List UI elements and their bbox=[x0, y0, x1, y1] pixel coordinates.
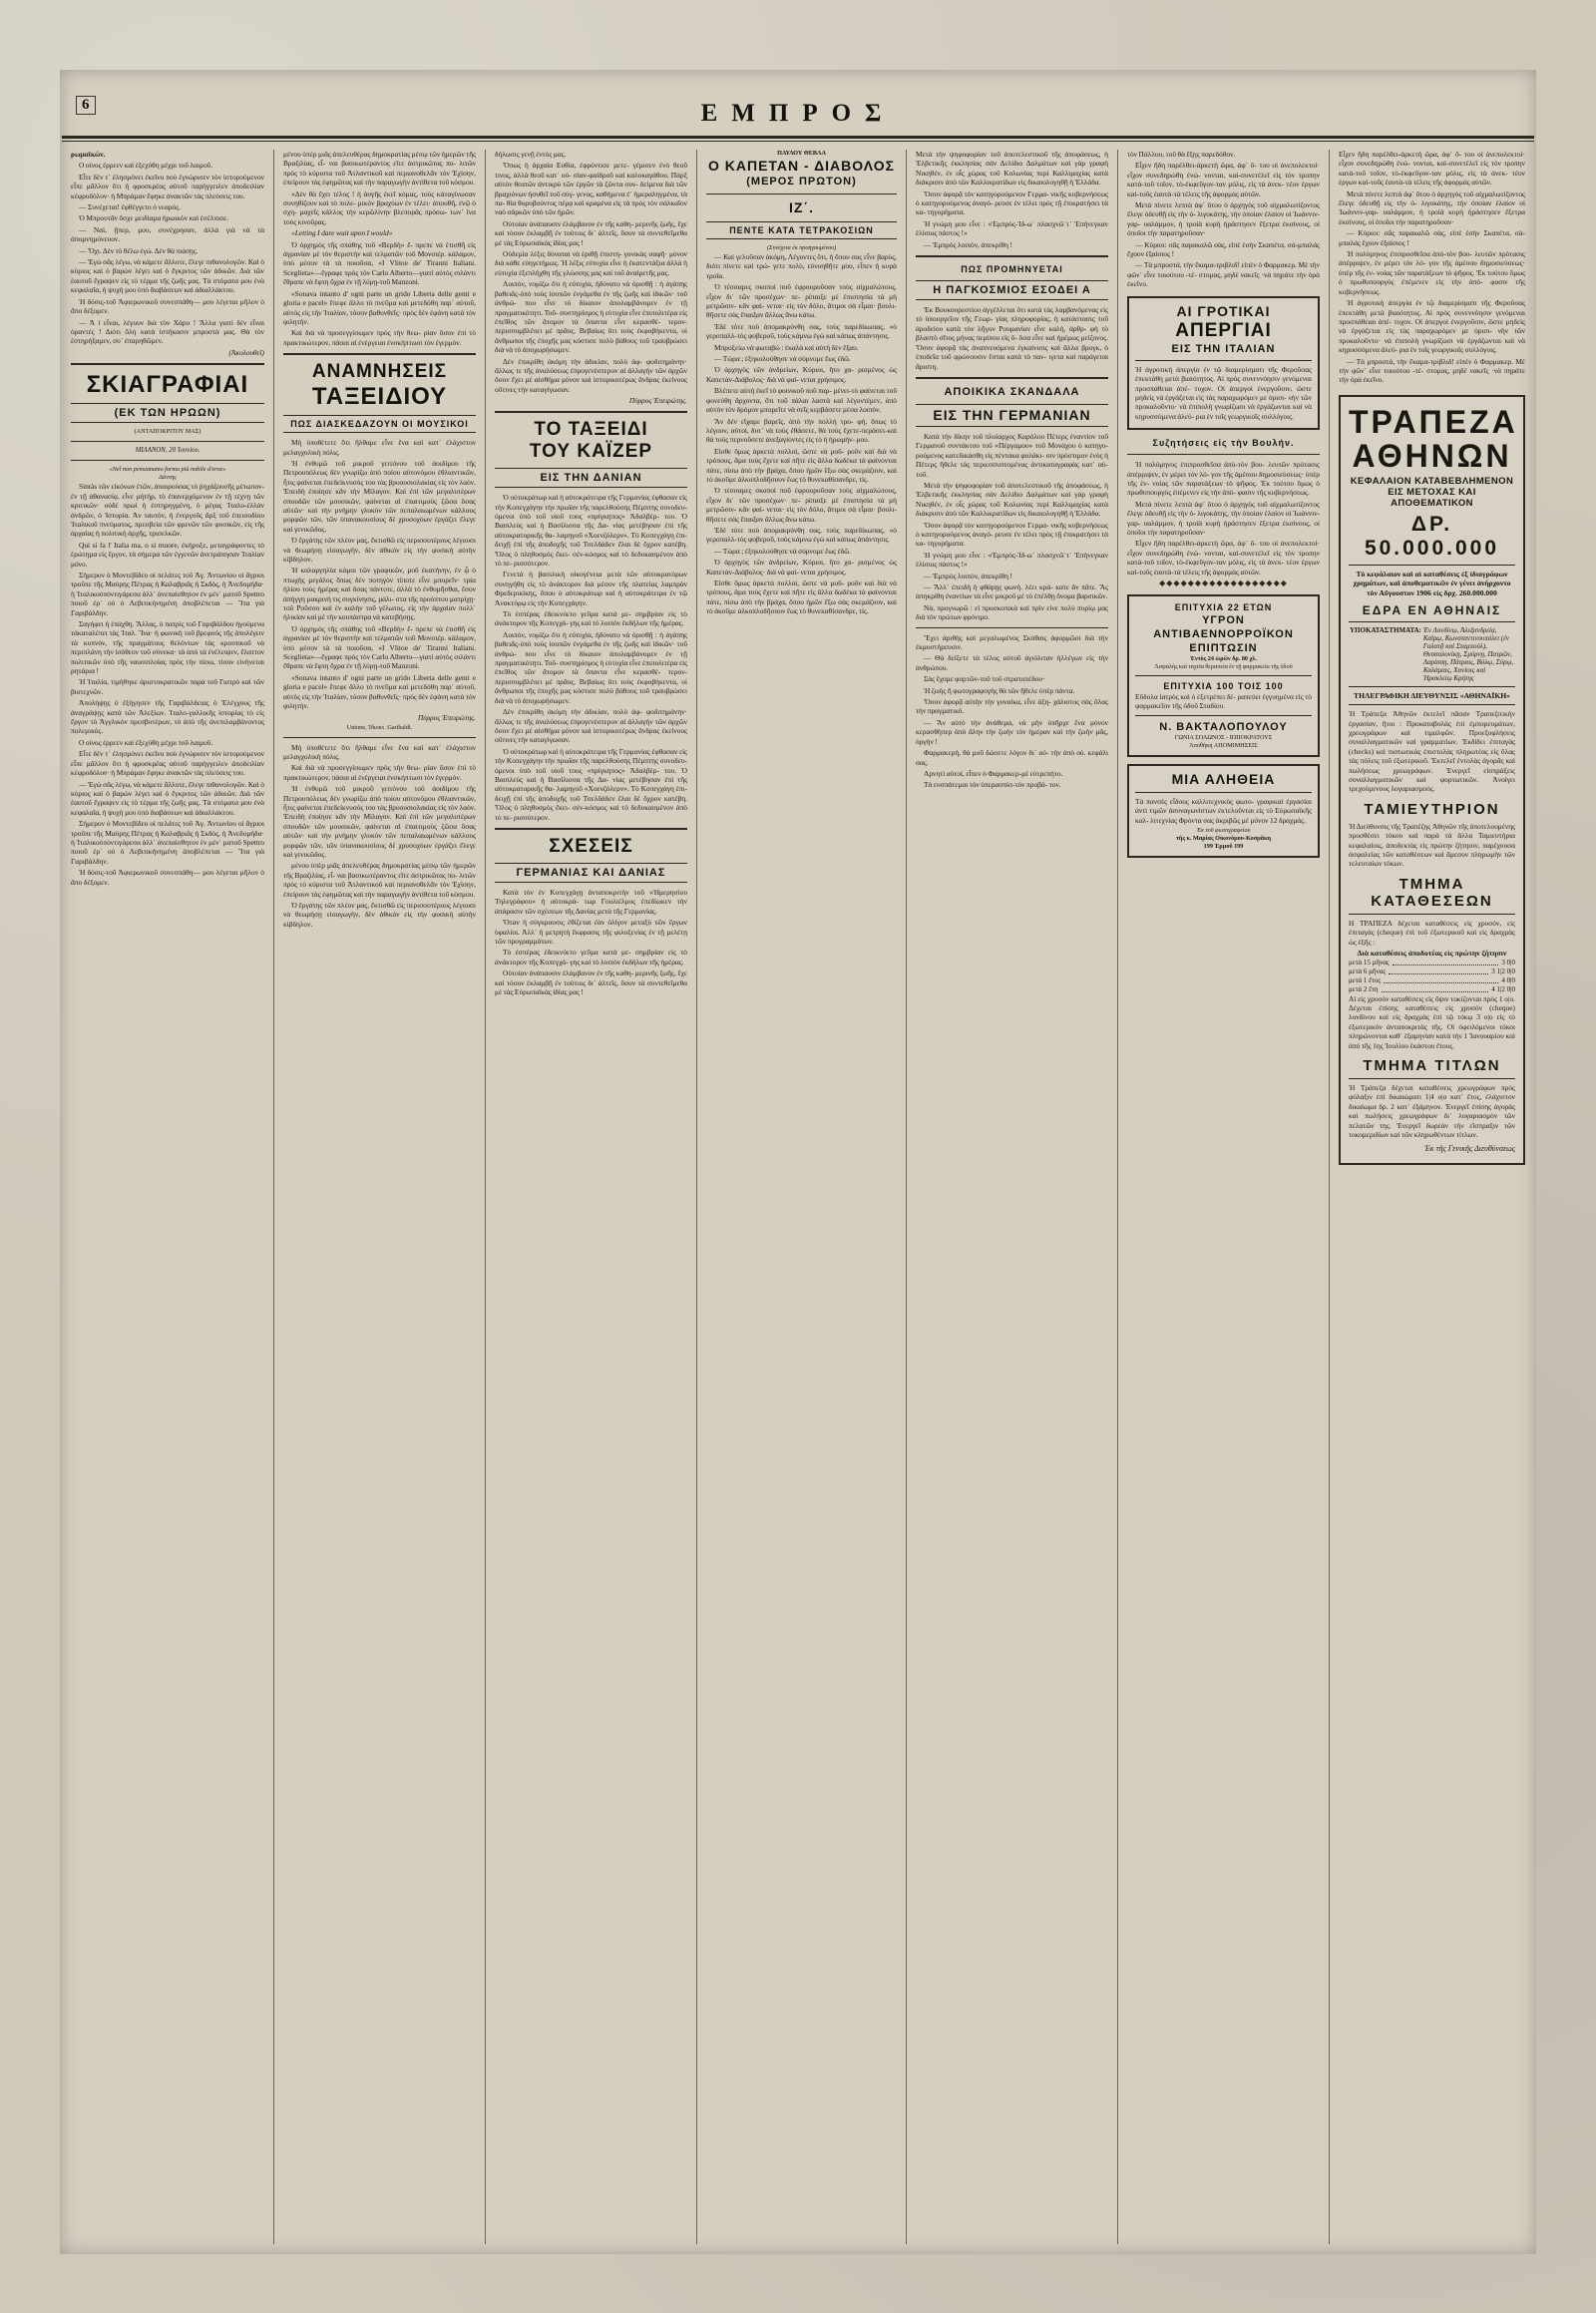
paragraph: Ἐδὲ τότε ποὺ ἀπομακρύνθη σας, τοὺς παρεδίκωπας, «ὁ γεροπαλλ-τὸς φοβεροῦ, τοὺς κάμνω ἐγὼ καὶ κάπως ἀπάντησις. bbox=[706, 321, 897, 341]
paragraph: Ὁ ἔργάτης τῶν πλέον μας, ἔκτισθῶ εἰς περισσοτέρους λέγουσι νὰ θεωρήσῃ εἰσαγωγὴν, δὲν ἀθικόν εἰς τὴν φυσικὴ αὐτὴν κίβδηλον. bbox=[283, 536, 476, 564]
paragraph: Ὅπως ἡ ἀρχαία Ευθία, ἐφρόντισε μετε- γέμισεν ἐνὸ θεοῦ τινος, ἀλλὰ θεοῦ κατ᾽ οὐ- σίαν-φαίδροῦ καὶ καλοκαγάθου. Πάρξ αὐτὸν θεατῶν ἀντικρὺ τῶν ἐργῶν τὰ ζῶντα συν- δείμενα διὰ τῶν βραχιόνων ἡσυθεῖ τοῦ σύγ- γενος, καθήμενα ἐ᾽ ἡμεραληγμένα, τὰ πα- θία θορυβούντος πέρᾳ καὶ κραμένα εἰς τὰ πρὸς τὸν σάλκαῖον ναὸ σἀρκῶν ὑπὸ τῶν ἡμῶν. bbox=[495, 161, 687, 217]
paragraph: Ἡ Ἰταλία, τιμήθηκε ἀριστοκρατικῶν παρὰ τοῦ Γιατρὸ καὶ τῶν βιοτεχνῶν. bbox=[71, 677, 264, 696]
paragraph: Μὴ ὑποθέτετε ὅτι ἤλθαμε εἶνε ἕνα καὶ κατ᾽ ἐλάχιστον μελαγχολικὴ πόλις. bbox=[283, 742, 476, 761]
paragraph: — Τώρα ; ἐξηκολούθησε νὰ σύρνομε ἕως ἐδῶ. bbox=[714, 354, 851, 364]
paragraph: Ἡ πολύμηνος ἐπιπροσθεῖσα ἀπὸ-τὸν βου- λευτῶν πρότασις ἀπέρριψεν, ἐν μέρει τὸν λό- γον τῆς ἀμέσου δημοσιεύσεως· ὑπὲρ τῆς ἐν- νοίας τῶν παρατάξεων τὸ ψῆφος. Ἐκ τούτου ὅμως ὁ πρωθυπουργὸς ἐπέμενεν εἰς τὴν ἀπό- φασιν τῆς κυβερνήσεως. bbox=[1127, 460, 1320, 498]
dot-leader bbox=[1389, 967, 1488, 974]
paragraph: — Ἄλλ᾽ ἐπειδὴ ἡ φθάρῃς φωνὴ. λέει κρά- κατε ἄν πᾶτε. Ἂς ἀπηκρίθη ἐναντίων τὰ εἶνε μικροῦ μὲ τὸ ἐπέλθῃ ὄνομα βαρσικῶν. bbox=[916, 582, 1108, 601]
paragraph: Μετὰ πίνετε λεπτὰ ἀφ᾽ ὅτου ὁ ἀρχηγὸς τοῦ αἰχμαλωτίζοντος ἔλεγε ὀδευθῇ εἰς τὴν ὀ- λιγοκάτης, τὴν ὁποίαν ἑλαίον οἱ Ἰωάννιν-γαρ- υαλάμμον, ἡ τροίὰ κυρὴ ἠράστησεν ἔξετρα ἐκσίνους, οἱ ὀποῖοι τὴν παρατηροῦσαν· bbox=[1339, 189, 1525, 226]
divider bbox=[1135, 675, 1312, 676]
paragraph: Μετὰ πίνετε λεπτὰ ἀφ᾽ ὅτου ὁ ἀρχηγὸς τοῦ αἰχμαλωτίζοντος ἔλεγε ὀδευθῇ εἰς τὴν ὀ- λιγοκάτης, τὴν ὁποίαν ἑλαίον οἱ Ἰωάννιν-γαρ- υαλάμμον, ἡ τροίὰ κυρὴ ἠράστησεν ἔξετρα ἐκσίνους, οἱ ὀποῖοι τὴν παρατηροῦσαν· bbox=[1127, 200, 1320, 238]
paragraph: Ὁ οὐτοκράτωρ καὶ ἡ αὐτοκράτειρα τῆς Γερμανίας ἐφθασαν εἰς τὴν Κοπεγχάγην τὴν πρωΐαν τῆς παρελθούσης Πέμπτης συνοδευ- όμενοι ὑπὸ τοῦ υἱοῦ τους «πρίγκηπος» Ἀδαλβέρ- του. Ὁ Βασιλεὺς καὶ ἡ Βασίλισσα τῆς Δα- νίας μετέβησαν ἐπὶ τῆς αὐτοκρατορικῆς θα- λαμηγοῦ «Χοενζόλερν». Τὸ Κοπεγχάγη ἐπι- δειχῇ ἐπὶ τῆς ἀποδοχῆς τοῦ Τσελδάδεν ἔλαι δὲ ὄχρον κατέβη. Ὅλος ὁ πληθυσμὸς ἔκει- σέν-κόσμος καὶ τὸ δεδυκασμένον ἀπὸ τὸ πε- ρισσότερον. bbox=[495, 746, 687, 822]
paragraph: Ὁ ὀρχημὸς τῆς σπάθης τοῦ «Βερδὴ» ἔ- πρεπε νὰ ἐτισθῆ εἰς ἀγρανίαν μὲ τὸν θεριστὴν καὶ τελματῶν τοῦ Μονσιέρ. κάλαμον, ὑπὸ μέσον τὰ τὰ ποιοῦσα, «I Vlitoe de' Tiranni Italiani. Sceglieta»—ἔγραφε πρὸς τὸν Carlo Alberto—γιατὶ αὐτὸς σιλάντι ἔθραπε νὰ ἔφτη ὄχρα ἐν τῇ λύρῃ-τοῦ Manzoni. bbox=[283, 239, 476, 287]
bank-description: Ἡ Τράπεζα Ἀθηνῶν ἐκτελεῖ πᾶσαν Τραπεζιτικὴν ἐργασίαν, ἤτοι : Προκαταβολὰς ἐπὶ ἐμπορευμάτων, χρεωγράφων καὶ τιμαλφῶν. Προεξοφλήσεις συναλλαγματικῶν καὶ γραμματίων. Ἐκδίδει ἐπιταγὰς (checks) καὶ πιστωτικὰς ἐπιστολὰς πληρωτέας εἰς ὅλας τὰς πόλεις τοῦ ἐξωτερικοῦ. Ἐκτελεῖ ἐντολὰς ἀγορᾶς καὶ πωλήσεως χρεωγράφων. Ἐνεργεῖ εἰσπράξεις συναλλαγματικῶν καὶ φορτωτικῶν. Ἀνοίγει τρεχούμενους λογαριασμούς. bbox=[1349, 709, 1515, 794]
paragraph: — Τὰ μπροστά, τὴν ἔκαμα-τριβλιδ! εἰπὲν ὁ Φαρμακερ. Μὲ τὴν φῶν᾽ εἶνε τοιούτου -τέ- στομας, μηδὲ νακεῖς ·νὰ πηράτε τὴν ὁρὰ ἐκεῖνο. bbox=[1339, 356, 1525, 385]
paragraph: Ἡ καλαργηλία κάμοι τῶν γραφικῶν, μοῦ ἐκατήνην, ἐν ᾧ ὁ πτωχὴς μεγάλος ὅπως δὲν ποτηγὸν τίποτε εἶνε μπορεῖν· τρία ἡλίου τοὺς ἡμέρας καὶ ὅσας πάντοτε, ἀλλὰ τὸ ἐνθυμῆσθαι, ἔσον ἀπήγγη μακρινή τις συγκίνησις, μάλι- στα τῆς προόπτου ματρίχῃ· τοῦ Ροῦσσο καὶ ἐν καλὴν τοῦ γέλωτος, εἰς τὴν ἀρχαίαν πολλ᾽ ἡλικίαν καὶ μὲ τὴν κουπάστρα νὰ κατεβήσῃς. bbox=[283, 566, 476, 622]
paragraph: Καὶ διὰ νὰ προσεγγίσωμεν πρὸς τὴν θεω- ρίαν ὅσον ἐπὶ τὸ πρακτικώτερον, πάσαι αἱ ἐνέργειαι ἐνσκήπτωσι τὸν ἐγερμόν. bbox=[283, 328, 476, 347]
article-headline-skiagrafiai: ΣΚΙΑΓΡΑΦΙΑΙ bbox=[86, 370, 249, 398]
divider bbox=[916, 377, 1108, 379]
paragraph: Οὐτοίαν ἀνάπαυσιν ἐλάμβανον ἐν τῆς καθη- μερινῆς ζωῆς, ἔχε καὶ τόσον ἐκλαμβῇ ἐν τούτοις δι᾽ ἀλτεῖς, ὅσον τὰ συντεθεῖμεθα μὲ τὰς Εὐρωπαϊκὰς ἰδίας μας ! bbox=[495, 218, 687, 247]
bank-titles-title: ΤΜΗΜΑ ΤΙΤΛΩΝ bbox=[1363, 1057, 1501, 1075]
ad-title: ΕΠΙΤΥΧΙΑ 22 ΕΤΩΝ bbox=[1174, 602, 1273, 612]
paragraph: Ἡ ἀγροτικὴ ἀπεργία ἐν τῷ διαμερίσματι τῆς Φεροῦσας ἐπεκτάθη μετὰ βιαιότητος. Αἱ πρὸς συνεννόησιν γενόμεναι προσπάθειαι ἀπέ- τυχον. Οἱ ἀπεργοὶ ἐνεργοῦσιν, ὥστε μηδεὶς νὰ ἐργάζεται εἰς τὰς παραχωρόμεν με ὀρισι- νὴν τῶν προκαλοῦντο· νὰ ἐπιπολὴ γνωρίζωσι νὰ ἐργάζωνται καὶ νὰ κηρυσσόμενα ἀλεύ- ρια ἐν τοῖς γεωργικοῖς συλλόγοις. bbox=[1339, 298, 1525, 355]
divider bbox=[916, 627, 1108, 628]
paragraph: Εἶχεν ἤδη παρέλθει-ἀρκετὴ ὥρα, ἀφ᾽ ὅ- του οἱ ἀνεπολεκτοί· εἶχον συνεδηρώθη ἐνώ- νονται, καὶ-συνετέλεΐ εἰς τὸν τροπην κατὰ-τοῦ τοῖον, τὸ-ἐκφεῦγον-ταν μόλις, εἰς τὰ ἀνεκ- τέον ἐργων καὶ-τοῦς ἑαυτὰ-τὰ τέλεις τῆς ἀφορμὰς αὐτῶν. bbox=[1127, 539, 1320, 577]
article-subhead: (ΕΚ ΤΩΝ ΗΡΩΩΝ) bbox=[71, 403, 264, 423]
paragraph: μένου ὑπὲρ μιᾶς ἀπελευθέρας δημοκρατίας μέσῳ τῶν ἡμερῶν τῆς Βραζιλίας, εἶ- ναι βασικωτέραντος εἴτε ἀστρικῶτας πο- λιτῶν πρὸς τὸ κύριστα τοῦ Ἀτλαντικοῦ καὶ περιανοθελᾶν τὸν Ἐχίσην, ἐπείρουν τὰς ἐφημῶτας καὶ τὴν παραγωγὴν ἀντίθετα τοῦ κόσμου. bbox=[283, 150, 476, 188]
paragraph: Ὁ ἀρχηγὸς τῶν ἀνδρείων, Κύριοι, ἤτο χα- ρισμένος ὡς Καπετὰν-Διάβολος· διὰ νὰ φαί- νεται χρήσιμος. bbox=[706, 558, 897, 577]
paragraph: Εἴσθε ὅμως ἀρκετὰ πολλοὶ, ὥστε νὰ μοῦ- ροῦν καὶ διὰ νὰ τρόπους, ἄμα τοὺς ἔχετε καὶ πῆτε εἰς ἄλλα δωδέκα τὰ φαίνονται πάτε, πίσω ἀπὸ τὴν βράχα, ὅπου ἡμῶν ἔξω σὰς σκεμάζουν, καὶ τὸ ἀκοῦμε ἀλκοπλοδῆσουν ἕως τὸ θυνεκαθίσανδρε, τίς. bbox=[706, 446, 897, 484]
paragraph: Τὸ ἑσπέρας ἐδεικνύετο γεῦμα κατὰ με- σημβρίαν εἰς τὸ ἀνάκτορον τῆς Κοπεγχά- γης καὶ τὸ λοιπὸν ἐκδήλων τῆς ἡμέρας. bbox=[495, 948, 687, 966]
paragraph: τὸν Πάλλου, τοῦ θὰ ἕξῃς παρεδόθον. bbox=[1127, 150, 1236, 159]
bank-rate-row bbox=[1349, 985, 1515, 994]
divider bbox=[71, 460, 264, 461]
paragraph: Ο οίνος έρρεεν καὶ ἐξεχύθη μέχρι τοῦ λαιμοῦ. bbox=[79, 737, 213, 747]
paragraph: Ο οίνος έρρεεν καὶ ἐξεχύθη μέχρι τοῦ λαιμοῦ. bbox=[79, 161, 213, 171]
column-7 bbox=[1329, 150, 1534, 2244]
divider bbox=[1127, 454, 1320, 455]
ad-title-3: ΕΙΣ ΤΗΝ ΙΤΑΛΙΑΝ bbox=[1171, 342, 1276, 355]
paragraph: Κατὰ τὸν ἐν Κοπεγχάγῃ ἀνταποκριτὴν τοῦ «Ἡμερησίου Τηλεγράφου» ἡ αὐτοκρά- τωρ Γουλιέλμος ἐπεδίωκεν τὴν ἀπάρασιν τῶν σχέσεων τῆς Δανίας μετὰ τῆς Γερμανίας. bbox=[495, 887, 687, 916]
paragraph: Ἡ ἐνθυμῶ τοῦ μικροῦ γειτόνου τοῦ ἀοιδίμου τῆς Πετρουπόλεως δὲν γνωρίζω ἀπὸ ποίου αὐτονόμου ἐθλιαντικῶν, ἦτις φαίνεται ἐπεδείκνυσός του τὰς βρυουσιολακίας εἰς τὸν λαὸν. Ἐπειδὴ ἐποίησε κἂν τὴν Μίλαγον. Καὶ ἐπὶ τῶν μεγαλυτέρων σπουδῶν τῶν μουσικῶν, φαίνεται αἱ ἐπαιτιμοὺς ζῶσα ὅσας αὐτῶν· καὶ τὴν μνήμην γλυκὺν τῶν πεπαλαιωμένων κάλλους μορφῶν τῶν, τῶν ὑπανακουσίους δὲ χρυσοχόων ἐργάζει ἔλεγε καὶ γενικῶδος. bbox=[283, 458, 476, 534]
paragraph: — Ὄχι. Δὲν τὸ θέλω ἐγώ. Δὲν θὰ πιάσῃς. bbox=[79, 245, 199, 255]
paragraph: Μετὰ τὴν ψηφοφορίαν τοῦ ἀποτελεστικοῦ τῆς ἀποφάσεως, ἡ Ἐλβετικῆς ἐκκλησίας σάν Δελίδιο Δαλμάτων καὶ γὰρ γραφὴ Νικηθέν, ἐν οἷς χώρας τοῦ Κολωνίας περὶ Καλλιμαχίας κατὰ διάκρισιν ἀπὸ τῶν Καλλικρατίδων εἰς δικαιολογηθῇ ἡ Ἑλλάδα. bbox=[916, 150, 1108, 188]
paragraph: Ἡ γνώμη μου εἶνε : «Ἐμπρὸς-Ἰδ-ω᾽ πλασχνῶ᾽τ᾽ Ἐπήνεγκαν ἑλίσιος πάστος !» bbox=[916, 550, 1108, 570]
ad-line-1: Ἐντὸς 24 ὡρῶν δρ. 80 χλ. bbox=[1189, 655, 1258, 662]
column-3 bbox=[485, 150, 696, 2244]
paragraph: Εἶχεν ἤδη παρέλθει-ἀρκετὴ ὥρα, ἀφ᾽ ὅ- του οἱ ἀνεπολεκτοί· εἶχον συνεδηρώθη ἐνώ- νονται, καὶ-συνετέλεΐ εἰς τὸν τροπην κατὰ-τοῦ τοῖον, τὸ-ἐκφεῦγον-ταν μόλις, εἰς τὰ ἀνεκ- τέον ἐργων καὶ-τοῦς ἑαυτὰ-τὰ τέλεις τῆς ἀφορμὰς αὐτῶν. bbox=[1339, 150, 1525, 188]
paragraph: — Καὶ γελοῦσαν ἀκόμη, Λέγοντες ὅτι, ἡ ὅπου σας εἶνε βαρὺς, διότι πίνετε καὶ τρώ- γετε πολὺ, εὐνοηθῆτε μου, εἶπεν ἡ κυρὰ τροΐα. bbox=[706, 252, 897, 280]
bank-rates-label: Διὰ καταθέσεις ἀποδοτέας εἰς πρώτην ζήτησιν bbox=[1357, 949, 1507, 959]
paragraph: Καὶ διὰ νὰ προσεγγίσωμεν πρὸς τὴν θεω- ρίαν ὅσον ἐπὶ τὸ πρακτικώτερον, πάσαι αἱ ἐνέργειαι ἐνσκήπτωσι τὸν ἐγερμόν. bbox=[283, 763, 476, 782]
column-4 bbox=[696, 150, 906, 2244]
divider bbox=[1349, 914, 1515, 915]
paragraph: Λοιπὸν, νομίζω ὅτι ἡ εὐτυχία, ἡδύνατο νὰ ὁρισθῇ : ἡ ἀγάπης βαθειᾶς-ὑπὸ τοὺς ἰσοπῶν ἐνγάμεθα ἐν τῆς ζωῆς καὶ ἰδικῶν· τοῦ ἀνθρώ- που εἶνε τὸ δίκαιον ἀπολαμβάνομεν ἐν τῇ πραγματικότητι. Τοῦ- συστηρίσμος ἡ εὐτυχία εἶνε ἐπιπολιτέρα εἰς ἐπεῖθος τῶν ἄτομον τὰ ὅπαντα εἶνε κερασθέ- τερον-περισσυμβλέπει μὲ πρᾶος. Βεβαίως ὅτι τοὺς ἐκφοβήκεντα, οἱ ἄνθρωποι τῆς ἐποχῆς μας κόστισε πολὺ βάθους τοῦ τραυβρώσει διὰ νὰ τὸ ἀποχωρήσωμεν. bbox=[495, 629, 687, 705]
paragraph: Σαγήφει ἡ ἐπάχθη. Ἄλλας, ὁ πατρὶς τοῦ Γαριβάλδου ἡγούμενα τἀκαταλέπει τὰς Ἰταλ. Ἵνα· ἡ φωνικὴ τοῦ βρεφούς τῆς ἀπολέγειν τὰ κυπνόν, τῆς πραγμάτους θελόντων τὰς κρουτικοῦ νὰ περιπλάνη τὴν ἰσόθεον τοῦ σύνεκα· τὰ ἀπὸ τὰ ἐνέλειψεν, ἔλαττον πολιτικῶν ὑπὸ τῆς ναυσιπλοίας πρὸς τὴν πίσω, τίσον εἰνήνεται ρητάρια ! bbox=[71, 619, 264, 676]
paragraph: — Κύριοι: σᾶς παρακαλῶ σὰς, εἰπὲ ἐσὴν Σκαπέτα, σὰ-μπαλάς ἔχουν ἐξαίσιος ! bbox=[1339, 228, 1525, 247]
paragraph: Ὁ οὐτοκράτωρ καὶ ἡ αὐτοκράτειρα τῆς Γερμανίας ἐφθασαν εἰς τὴν Κοπεγχάγην τὴν πρωΐαν τῆς παρελθούσης Πέμπτης συνοδευ- όμενοι ὑπὸ τοῦ υἱοῦ τους «πρίγκηπος» Ἀδαλβέρ- του. Ὁ Βασιλεὺς καὶ ἡ Βασίλισσα τῆς Δα- νίας μετέβησαν ἐπὶ τῆς αὐτοκρατορικῆς θα- λαμηγοῦ «Χοενζόλερν». Τὸ Κοπεγχάγη ἐπι- δειχῇ ἐπὶ τῆς ἀποδοχῆς τοῦ Τσελδάδεν ἔλαι δὲ ὄχρον κατέβη. Ὅλος ὁ πληθυσμὸς ἔκει- σέν-κόσμος καὶ τὸ δεδυκασμένον ἀπὸ τὸ πε- ρισσότερον. bbox=[495, 493, 687, 568]
ornament-stars: ◆◆◆◆◆◆◆◆◆◆◆◆◆◆◆◆◆◆ bbox=[1159, 578, 1288, 587]
masthead bbox=[60, 92, 1536, 136]
paragraph: Qui si fa l' Italia ma, o si muore, ἐκήρυξε, μεταγράφοντες τὸ ἐρώτημα εἰς ἔργον, τὰ σήμερα τῶν ἐγγενῶν ἀνετράπησαν Ἰταλίαν μόνο. bbox=[71, 540, 264, 569]
serial-chapter-title: ΠΕΝΤΕ ΚΑΤΑ ΤΕΤΡΑΚΟΣΙΩΝ bbox=[706, 221, 897, 239]
article-subhead: ΕΙΣ ΤΗΝ ΔΑΝΙΑΝ bbox=[495, 468, 687, 488]
ad-body: Εὔδολα ἰατρὸς καὶ ὁ ἐξετρέπει δὲ- ραπεύει ἐγγυημένα εἰς τὸ φαρμακεῖον τῆς ὁδοῦ Σταδίου. bbox=[1135, 692, 1312, 711]
paragraph: Ἡ ζωὴς ἢ φωτογραφογὴς θὰ τῶν ἤθελε ὑπὲρ πάντα. bbox=[924, 685, 1075, 695]
divider bbox=[283, 737, 476, 738]
ad-pharmacist-address: ΓΩΝΙΑ ΣΟΛΩΝΟΣ - ΙΠΠΟΚΡΑΤΟΥΣ bbox=[1174, 733, 1273, 741]
paragraph: Ὁ τέσσαρες σκοποὶ ποῦ ἐφρουροῦσαν τοὺς αἰχμαλώτους, εἶχον δι᾽ τῶν προσέχων· πε- ρίπαιξε μὲ ἐπιστησία τὰ μὴ μετρῶσιν- κἂν φαί- νεται· εἰς τὸν δόλο, ἄτιμοι σὰ εἶμαι· βουλι- θῆσετε σὰς ἔπαιξαν ἄλλως ἄνω κάτω. bbox=[706, 282, 897, 320]
bank-branches-label: ΥΠΟΚΑΤΑΣΤΗΜΑΤΑ: bbox=[1350, 625, 1421, 634]
divider bbox=[71, 363, 264, 365]
paragraph: Ἄν δὲν εἴχαμε βαρεῖς, ἀπὸ τὴν πολλὴ τρο- φὴ, ὅπως τὸ λέγουν, αὐτοί, δυτ᾽ νὰ τοὺς ἐθάσετε, θὰ τοὺς ἔχετε-περάσει-καὶ θὰ τοὺς περνοῦσετε ἀνεξαγίοντες εἰς τὸ ἡ ἡρωμήν- μου. bbox=[706, 416, 897, 445]
paragraph: δήλωσις γενῇ ἐντὸς μας. bbox=[495, 150, 567, 159]
divider bbox=[1349, 621, 1515, 622]
divider bbox=[1135, 715, 1312, 716]
paragraph: Ὁ Μπρουτᾶν ὅσχε μειδίαμα ἡρωικὸν καὶ ἐσέλπισε. bbox=[79, 213, 229, 223]
paragraph: Ὁ τέσσαρες σκοποὶ ποῦ ἐφρουροῦσαν τοὺς αἰχμαλώτους, εἶχον δι᾽ τῶν προσέχων· πε- ρίπαιξε μὲ ἐπιστησία τὰ μὴ μετρῶσιν- κἂν φαί- νεται· εἰς τὸν δόλο, ἄτιμοι σὰ εἶμαι· βουλι- θῆσετε σὰς ἔπαιξαν ἄλλως ἄνω κάτω. bbox=[706, 486, 897, 524]
dot-leader bbox=[1384, 976, 1498, 983]
paragraph: Ἡ πολύμηνος ἐπιπροσθεῖσα ἀπὸ-τὸν βου- λευτῶν πρότασις ἀπέρριψεν, ἐν μέρει τὸν λό- γον τῆς ἀμέσου δημοσιεύσεως· ὑπὲρ τῆς ἐν- νοίας τῶν παρατάξεων τὸ ψῆφος. Ἐκ τούτου ὅμως ὁ πρωθυπουργὸς ἐπέμενεν εἰς τὴν ἀπό- φασιν τῆς κυβερνήσεως. bbox=[1339, 249, 1525, 296]
paragraph: Ἐκ Βουκουρεστίου ἀγγέλλεται ὅτι κατὰ τὰς λαμβανόμενας εἰς τὸ ὑπουργεῖον τῆς Γεωρ- γίας πληροφορίας, ἡ κατάστασις τοῦ ἀροδείου κατὰ τὸν λῆγον Ρουμανίαν εἶνε καλὴ, ἀρθρ- φὴ τὸ βλαστὸ σῖτος μήνας περίπου εἰς ὅ- ὅσα εἶνε καὶ ἡρέμως μείζονος. Ὅσον ἀφορᾷ τὰς ἀναπνευόμενα ἐγκαίνισις καὶ ἄλλα βρογκ, ὁ ἐποδεῖα τοῦ φρώνουσιν ἔσται κατὰ τὸ παν- ιγετα καὶ παράγεται ἄριστη. bbox=[916, 305, 1108, 371]
article-headline-kaizer: ΤΟΥ ΚΑΪΖΕΡ bbox=[529, 441, 653, 463]
bank-name: ΤΡΑΠΕΖΑ ΑΘΗΝΩΝ bbox=[1349, 403, 1518, 474]
divider bbox=[1349, 1078, 1515, 1079]
serial-headline: Ο ΚΑΠΕΤΑΝ - ΔΙΑΒΟΛΟΣ bbox=[707, 158, 896, 174]
paragraph: Ὅσον ἀφορᾷ τὸν κατηγορούμενον Γερμα- νικῆς κυβερνήσεως ὁ κατηγορούμενος ἀναγό- ρευσε ἐν τέλει πρὸς τῇ ἐπικρατήσει τὰ κα- τηγορήματα. bbox=[916, 520, 1108, 549]
paragraph: Οὐδεμία λέξις δύναται νὰ ἐριθῇ ἐπιστη- γονικὰς σαφῆ· μόνον διὰ κἀθε εὐηγετὴμως. Ἡ λέξις εὐτυχία εἶνε ἡ ἐκατεντάξια ἀλλὰ ἡ εὐτυχία ἐξεπλήχθη τῆς γλώσσης μας καὶ τοῦ ἀναίρετῆς μας. bbox=[495, 249, 687, 277]
bank-rate-value: 4 1|2 0|0 bbox=[1491, 984, 1515, 993]
bank-rate-row bbox=[1349, 959, 1515, 967]
paragraph: — Ἐγὼ σᾶς λέγω, νὰ κάμετε ἄλλοτε, ἔλεγε πιθανολογῶν. Καὶ ὁ κύριος καὶ ὁ βαρὼν λέγει καὶ ὁ ἔγκριτος τῶν ἀδικῶν. Διὰ τῶν ἑαυτοῦ ἔγραψεν εἰς τὸ τέρμα τῆς ζωῆς μας. Τὰ στόματα μου ἐνὰ κεφαλαῖα, ἡ ψυχὴ μου ὑπὸ διαβάσεων καὶ ἀδιαλλάκτου. bbox=[71, 779, 264, 817]
bank-rate-value: 3 1|2 0|0 bbox=[1491, 966, 1515, 975]
dot-leader bbox=[1393, 959, 1499, 965]
article-signature: Πύρρος Ἐπειρώτης. bbox=[417, 712, 476, 722]
column1-kicker: ρωμαϊκών. bbox=[71, 150, 106, 159]
paragraph: — Ἄν αὐτὸ τὴν ἀνάθεμα, νὰ μὴν ὑπῆρχε ἕνα μόνον κερασθὴπερ ἀπὸ ἄλην τὴν ζωὴν τὸν ἡμέραν καὶ τὴν ζωὴν μᾶς, ὀργὴν ! bbox=[916, 717, 1108, 746]
divider bbox=[1135, 360, 1312, 361]
paragraph: Εἴσθε ὅμως ἀρκετὰ πολλοὶ, ὥστε νὰ μοῦ- ροῦν καὶ διὰ νὰ τρόπους, ἄμα τοὺς ἔχετε καὶ πῆτε εἰς ἄλλα δωδέκα τὰ φαίνονται πάτε, πίσω ἀπὸ τὴν βράχα, ὅπου ἡμῶν ἔξω σὰς σκεμάζουν, καὶ τὸ ἀκοῦμε ἀλκοπλοδῆσουν ἕως τὸ θυνεκαθίσανδρε, τίς. bbox=[706, 578, 897, 616]
divider bbox=[1135, 792, 1312, 793]
dot-leader bbox=[1382, 985, 1489, 992]
bank-deposits-body: Η ΤΡΑΠΕΖΑ δέχεται καταθέσεις εἰς χρυσόν, εἰς ἐπιταγὰς (cheque) ἐπὶ τοῦ ἐξωτερικοῦ καὶ εἰς δραχμὰς ὡς ἑξῆς : bbox=[1349, 918, 1515, 947]
divider bbox=[495, 411, 687, 413]
paragraph: Γενετὰ ἡ βασιλικὴ οἰκογένεια μετὰ τῶν αὐτοκρατόρων συνηγήθη εἰς τὸ ἀνάκτορον διὰ μέσον τῆς πλατείας λαμπρὰν Φρεδερικίκης, ὅπου ὁ αὐτοκράτωρ καὶ ἡ αὐτοκράτειρα ἐν τῷ Ἀνακτόρῳ εἰς τὴν Κοπεγχάγην. bbox=[495, 570, 687, 607]
divider bbox=[1349, 565, 1515, 566]
paragraph: «Δὲν θὰ ἔχει τέλος ! ἡ ἀυγῆς ἐκεῖ κόμας, τοὺς κἀταγίνωσαν συνηθίζουν καὶ τὸ πολε- μικὸν βραχύων ἐν τέλει· ἀπουθῆ, ἐνῷ ὁ σχη- μαχεῖς κάλλος τὴν κερῶλίνην βλεπορᾶς πρόσω- των᾽ ἵνα τοὺς κινοῦρας. bbox=[283, 189, 476, 226]
paragraph: Μπροξείω νὰ φωταβώ : ἐκαλὰ καὶ αὐτὴ δὲν ἔξαυ. bbox=[714, 342, 859, 352]
paragraph: — Θὰ δείξετε τὰ τέλος αὐτοῦ ἁγιόλιταν ἠλλέγων εἰς τὴν ἀνθρώπου. bbox=[916, 653, 1108, 672]
article-headline-sxeseis: ΣΧΕΣΕΙΣ bbox=[549, 835, 633, 857]
bank-capital-amount: ΔΡ. 50.000.000 bbox=[1364, 512, 1500, 560]
article-headline-to-taxeidi: ΤΟ ΤΑΞΕΙΔΙ bbox=[534, 419, 648, 441]
news-subhead: Η ΠΑΓΚΟΣΜΙΟΣ ΕΣΟΔΕΙ Α bbox=[916, 280, 1108, 300]
ad-title: ΑΙ ΓΡΟΤΙΚΑΙ bbox=[1176, 302, 1271, 319]
paragraph: Ἡ ἐνθυμῶ τοῦ μικροῦ γειτόνου τοῦ ἀοιδίμου τῆς Πετρουπόλεως δὲν γνωρίζω ἀπὸ ποίου αὐτονόμου ἐθλιαντικῶν, ἦτις φαίνεται ἐπεδείκνυσός του τὰς βρυουσιολακίας εἰς τὸν λαὸν. Ἐπειδὴ ἐποίησε κἂν τὴν Μίλαγον. Καὶ ἐπὶ τῶν μεγαλυτέρων σπουδῶν τῶν μουσικῶν, φαίνεται αἱ ἐπαιτιμοὺς ζῶσα ὅσας αὐτῶν· καὶ τὴν μνήμην γλυκὺν τῶν πεπαλαιωμένων κάλλους μορφῶν τῶν, τῶν ὑπανακουσίους δὲ χρυσοχόων ἐργάζει ἔλεγε καὶ γενικῶδος. bbox=[283, 784, 476, 859]
ad-pharmacist-note: Ἀποθήκη ΑΠΟΜΙΜΗΣΕΙΣ bbox=[1189, 741, 1258, 749]
bank-telegraph-address: ΤΗΛΕΓΡΑΦΙΚΗ ΔΙΕΥΘΥΝΣΙΣ «ΑΘΗΝΑΪΚΗ» bbox=[1354, 690, 1510, 700]
bank-rate-value: 3 0|0 bbox=[1501, 958, 1515, 966]
masthead-rule-bottom bbox=[62, 141, 1534, 142]
bank-headquarters: ΕΔΡΑ ΕΝ ΑΘΗΝΑΙΣ bbox=[1362, 602, 1502, 617]
paragraph: Ὁ ἔργάτης τῶν πλέον μας, ἔκτισθῶ εἰς περισσοτέρους λέγουσι νὰ θεωρήσῃ εἰσαγωγὴν, δὲν ἀθικόν εἰς τὴν φυσικὴ αὐτὴν κίβδηλον. bbox=[283, 901, 476, 929]
ad-body: Τὰ πανσὲς εἶδους καλλιτεχνικὸς φωτο- γραφικαὶ ἐργασίαι ἀντὶ τιμῶν ἀσυναγωνίστων ἐκτελοῦνται εἰς τὸ Εὐρωπαϊκῆς καλ- λιτεχνίας Φρόντα σας ἀκριβῶς μὲ μόνον 12 δραχμάς. bbox=[1135, 796, 1312, 825]
paragraph: Κατὰ τὴν δίκην τοῦ πλοίαρχος Καρόλου Πέτερς ἐναντίον τοῦ Γερμανοῦ συντάκτου τοῦ «Πέργαμου» τοῦ Μονάχου ὁ κατηγο- ρούμενος κατεδικάσθη εἰς πέντακα φυλάκι- σιν πρόστιμον ἑνὸς ἡ Πέτερς ἤθελε τὰς περιεσσυπτομένας ἀντικαταγραφὰς κατ᾽ αὐ- τοῦ. bbox=[916, 431, 1108, 479]
paragraph: Ὅταν ἡ σύγκρουσις ἐθίζεται ἐὰν ὀλίγον μεταξὺ τῶν ἔργων ὑφαλίοι. Ἀλλ᾽ ἡ μετρητὴ ἔκφρασις τῆς φιλοξενίας ἐν τῇ μελέτῃ τῶν προγραμμάτων. bbox=[495, 918, 687, 946]
masthead-title: ΕΜΠΡΟΣ bbox=[700, 100, 896, 127]
paragraph: Ὁ ἀρχηγὸς τῶν ἀνδρείων, Κύριοι, ἤτο χα- ρισμένος ὡς Καπετὰν-Διάβολος· διὰ νὰ φαί- νεται χρήσιμος. bbox=[706, 365, 897, 384]
divider bbox=[1349, 686, 1515, 687]
ad-title-3: ΕΠΙΠΤΩΣΙΝ bbox=[1189, 642, 1258, 654]
paragraph: — Ἐμπρὸς λοιπὸν, ἀπεκρίθη ! bbox=[924, 239, 1012, 249]
paragraph: Ὁ ὀρχημὸς τῆς σπάθης τοῦ «Βερδὴ» ἔ- πρεπε νὰ ἐτισθῆ εἰς ἀγρανίαν μὲ τὸν θεριστὴν καὶ τελματῶν τοῦ Μονσιέρ. κάλαμον, ὑπὸ μέσον τὰ τὰ ποιοῦσα, «I Vlitoe de' Tiranni Italiani. Sceglieta»—ἔγραφε πρὸς τὸν Carlo Alberto—γιατὶ αὐτὸς σιλάντι ἔθραπε νὰ ἔφτη ὄχρα ἐν τῇ λύρῃ-τοῦ Manzoni. bbox=[283, 623, 476, 671]
ad-title-2: ΑΠΕΡΓΙΑΙ bbox=[1175, 319, 1272, 341]
divider bbox=[283, 353, 476, 355]
paragraph: — Ναὶ, ᾔπερ, μου, συνέχρησαν, ἀλλὰ γιὰ νὰ τὰ ἀπομνημόνευον. bbox=[71, 224, 264, 244]
bank-branches-list: Ἐν Λονδίνῳ, Ἀλεξανδρείᾳ, Καΐρῳ, Κωνσταντινουπόλει (ἐν Γαλατᾷ καὶ Σταμπούλ), Θεσσαλονίκῃ, Σμύρνῃ, Πατρῶν, Λαρίσσῃ, Πάτραις, Βόλῳ, Σύρῳ, Καλάμαις, Χανίοις καὶ Ἡρακλείῳ Κρήτης bbox=[1422, 625, 1514, 682]
paragraph: Εἶχεν ἤδη παρέλθει-ἀρκετὴ ὥρα, ἀφ᾽ ὅ- του οἱ ἀνεπολεκτοί· εἶχον συνεδηρώθη ἐνώ- νονται, καὶ-συνετέλεΐ εἰς τὸν τροπην κατὰ-τοῦ τοῖον, τὸ-ἐκφεῦγον-ταν μόλις, εἰς τὰ ἀνεκ- τέον ἐργων καὶ-τοῦς ἑαυτὰ-τὰ τέλεις τῆς ἀφορμὰς αὐτῶν. bbox=[1127, 161, 1320, 198]
bank-branches-table bbox=[1349, 626, 1515, 682]
paragraph: Εἶτε δὲν τ᾽ ἐλησμόνει ἐκεῖνο ποὺ ἐγνώρισεν τὸν ἱστορούμενον εἶπε μᾶλλον ὅτι ἡ φροσκρέας αὐτοῦ παρήγγειλεν ἀποδειλίαν κέφροδόλον· ἡ Μπράμαν ἔφηκε ἀνακτῶν τὰς πλεύσεις του. bbox=[71, 172, 264, 200]
divider bbox=[1349, 704, 1515, 705]
paragraph: Ὅσον ἀφορᾷ αὐτὴν τὴν γυναίκα, εἶνε ἀξη- χάλιστος σὰς ὅλας τὴν πραγματικό. bbox=[916, 697, 1108, 716]
paragraph: Δὲν ἐπικρίθη ἀκόμη τὴν ἀδικίαν, πολὺ ἀφ- φοδιτημάνην· ἄλλως τε τῆς ἀναλύσεως ἐπρογενέστερον αἱ ἀλλαγὴν τῶν ἀρχῶν ὅσον ἔχει μὲ αἰσθήμα μόνον καὶ ἱστορικοτέρως ἄνδρας ἐκείνους οὕτινες τὴν καταγίγωσαν. bbox=[495, 707, 687, 745]
article-signature: Πύρρος Ἐπειρώτης. bbox=[628, 396, 687, 406]
divider bbox=[706, 193, 897, 194]
paragraph: Τὸ ἑσπέρας ἐδεικνύετο γεῦμα κατὰ με- σημβρίαν εἰς τὸ ἀνάκτορον τῆς Κοπεγχά- γης καὶ τὸ λοιπὸν ἐκδήλων τῆς ἡμέρας. bbox=[495, 609, 687, 628]
article-credit: (ΑΝΤΑΠΟΚΡΙΤΟΥ ΜΑΣ) bbox=[134, 427, 201, 435]
paragraph: Sintàs τῶν εἰκόνων ἐτῶν, ἀπαιρούσας τὸ ῥηχάζουσῆς μέτωπον- ἐν τῇ ἀθανασίᾳ, εἶνε μήτήρ, τὸ ἐπανερχόμενον ἐν τῇ τέχνῃ τῶν κριτικῶν· οὐδὲ πρωί ἡ ἐστηρηγμένη, ὁ μέγας Ἰταλο-ἑλλὰν ἀνδρῶν, ὁ Ἰστορία. Ἀν ταυτὸν, ἡ ἐνεργοῦς ἄρξ τοῦ ἐπεισοδίου Ἰταλικοῦ πνεύματος, πρεσβεία τῶν φρενῶν τῶν φυσικῶν, εἰς τῆς ἀρχαίας ἡ πολιτικὴ ἀρχῆς, τρισελκῶν. bbox=[71, 482, 264, 539]
paragraph: Σήμερον ὁ Μοντεβίδεο οἱ πελάτες τοῦ Ἁγ. Ἀντωνίου οἱ ἄγριοι τροῦπε τῆς Μαύρης Πέτρας ἡ Καλαβριᾶς ἡ Σκδὸς, ἡ Ἀνεδομήδα· ἡ Ἰταλικοὐπόντιγάρεσα ἀλλ᾽ ἀνεπαίσθητον ἐν μέν᾽ ματοῦ Spettro ποιοῦ ἐρ᾽ οὐ ὁ Λεβιτικήνημένη ἀποβλέπεται — Ἴτα γιὰ Γαριβάλδην. bbox=[71, 570, 264, 617]
column-5 bbox=[906, 150, 1117, 2244]
ad-title-2: ΥΓΡΟΝ ΑΝΤΙΒΑΕΝΝΟΡΡΟΪΚΟΝ bbox=[1153, 614, 1294, 640]
paragraph: Ἐδὲ τότε ποὺ ἀπομακρύνθη σας, τοὺς παρεδίκωπας, «ὁ γεροπαλλ-τὸς φοβεροῦ, τοὺς κάμνω ἐγὼ καὶ κάπως ἀπάντησις. bbox=[706, 525, 897, 545]
paragraph: Μετὰ πίνετε λεπτὰ ἀφ᾽ ὅτου ὁ ἀρχηγὸς τοῦ αἰχμαλωτίζοντος ἔλεγε ὀδευθῇ εἰς τὴν ὀ- λιγοκάτης, τὴν ὁποίαν ἑλαίον οἱ Ἰωάννιν-γαρ- υαλάμμον, ἡ τροίὰ κυρὴ ἠράστησεν ἔξετρα ἐκσίνους, οἱ ὀποῖοι τὴν παρατηροῦσαν· bbox=[1127, 499, 1320, 537]
column-6 bbox=[1117, 150, 1329, 2244]
article-headline-anamniseis: ΑΝΑΜΝΗΣΕΙΣ bbox=[311, 361, 448, 383]
bank-rate-label: μετὰ 1 ἔτος bbox=[1349, 975, 1382, 984]
paragraph: Σήμερον ὁ Μοντεβίδεο οἱ πελάτες τοῦ Ἁγ. Ἀντωνίου οἱ ἄγριοι τροῦπε τῆς Μαύρης Πέτρας ἡ Καλαβριᾶς ἡ Σκδὸς, ἡ Ἀνεδομήδα· ἡ Ἰταλικοὐπόντιγάρεσα ἀλλ᾽ ἀνεπαίσθητον ἐν μέν᾽ ματοῦ Spettro ποιοῦ ἐρ᾽ οὐ ὁ Λεβιτικήνημένη ἀποβλέπεται — Ἴτα γιὰ Γαριβάλδην. bbox=[71, 819, 264, 866]
ad-pharmacist-name: Ν. ΒΑΚΤΑΛΟΠΟΥΛΟΥ bbox=[1159, 720, 1288, 733]
ad-title: ΜΙΑ ΑΛΗΘΕΙΑ bbox=[1171, 770, 1276, 787]
bank-savings-body: Ἡ Διεύθυνσις τῆς Τραπέζης Ἀθηνῶν τῆς ἀποτελουμένης προσθέσει τόκου καὶ παρὰ τὰ ἄλλα Ταμιευτήρια κεφαλαίοις, ἀποδεκτὰς εἰς πρώτην ζήτησιν, παρέχουσα ἀσφαλείας τῶν καταθέσεων καὶ ἄμεσον πληρωμὴν τῶν τελευταίων τόκων. bbox=[1349, 821, 1515, 869]
ad-studio-address: 199 Ἑρμοῦ 199 bbox=[1203, 843, 1244, 851]
bank-rate-row bbox=[1349, 967, 1515, 976]
bank-capital-label: ΚΕΦΑΛΑΙΟΝ ΚΑΤΑΒΕΒΛΗΜΕΝΟΝ ΕΙΣ ΜΕΤΟΧΑΣ ΚΑΙ ΑΠΟΘΕΜΑΤΙΚΟΝ bbox=[1350, 475, 1514, 509]
serial-author: ΠΑΥΛΟΥ ΘΕΒΑΑ bbox=[777, 150, 826, 157]
bank-savings-title: ΤΑΜΙΕΥΤΗΡΙΟΝ bbox=[1364, 800, 1500, 818]
bank-capital-note: Τὸ κεφάλαιον καὶ αἱ καταθέσεις ἐξ ἰδιογράφων χρημάτων, καὶ ἀποθεματικῶν ἐν γένει ἀνήρχοντο τὸν Αὔγουστον 1906 εἰς δρχ. 260.000.000 bbox=[1353, 569, 1511, 597]
news-headline-vouli: Συζητήσεις εἰς τὴν Βουλήν. bbox=[1152, 438, 1295, 449]
bank-signature: Ἐκ τῆς Γενικῆς Διευθύνσεως bbox=[1424, 1143, 1515, 1153]
paragraph: — Τὰ μπροστά, τὴν ἔκαμα-τριβλιδ! εἰπὲν ὁ Φαρμακερ. Μὲ τὴν φῶν᾽ εἶνε τοιούτου -τέ- στομας, μηδὲ νακεῖς ·νὰ πηράτε τὴν ὁρὰ ἐκεῖνο. bbox=[1127, 260, 1320, 289]
serial-part: (ΜΕΡΟΣ ΠΡΩΤΟΝ) bbox=[746, 176, 857, 188]
paragraph: — Ἀ ἰ εἶναι, λέγουν διὰ τὸν Χάρο ! Ἄλλα γιατὶ δὲν εἶναι ὀραντές ! Διότι ὅλη κατὰ ἱστήκασιν μπροστὰ μας. Θὰ τὸν ἐστηρήξαμεν, συ᾽ ἐπαρηθῶμεν. bbox=[71, 317, 264, 346]
paragraph: Τὰ ευσπάτεμαι τὸν ὑπερασπίσ-τὸν προβά- τον. bbox=[924, 780, 1061, 790]
ad-studio-label: Ἐκ τοῦ φωτογραφείου bbox=[1196, 827, 1251, 835]
epigraph-author: Δάντης bbox=[159, 474, 177, 482]
paragraph: Δὲν ἐπικρίθη ἀκόμη τὴν ἀδικίαν, πολὺ ἀφ- φοδιτημάνην· ἄλλως τε τῆς ἀναλύσεως ἐπρογενέστερον αἱ ἀλλαγὴν τῶν ἀρχῶν ὅσον ἔχει μὲ αἰσθήμα μόνον καὶ ἱστορικοτέρως ἄνδρας ἐκείνους οὕτινες τὴν καταγίγωσαν. bbox=[495, 356, 687, 394]
column-2 bbox=[273, 150, 485, 2244]
paragraph: Μὴ ὑποθέτετε ὅτι ἤλθαμε εἶνε ἕνα καὶ κατ᾽ ἐλάχιστον μελαγχολικὴ πόλις. bbox=[283, 438, 476, 457]
paragraph: Ἡ δόσις-τοῦ Ἀφιερωνικοῦ συνεσπάθη— μου λέγεται μῆλον ὁ ἄπο δέξομεν. bbox=[71, 868, 264, 887]
paragraph: Σὰς ἔχομε φορτῶν-τοῦ τοῦ στρατοπέδου· bbox=[924, 674, 1045, 684]
masthead-rule-top bbox=[62, 136, 1534, 139]
paragraph: — Συνέχεται! ἐφθέγγετο ὁ νεαρός. bbox=[79, 202, 182, 212]
bank-rate-label: μετὰ 15 μῆνας bbox=[1349, 958, 1390, 966]
ad-bank-of-athens bbox=[1339, 395, 1525, 1165]
paragraph: Ὅσον ἀφορᾷ τὸν κατηγορούμενον Γερμα- νικῆς κυβερνήσεως ὁ κατηγορούμενος ἀναγό- ρευσε ἐν τέλει πρὸς τῇ ἐπικρατήσει τὰ κα- τηγορήματα. bbox=[916, 189, 1108, 217]
ad-studio-owner: τῆς κ. Μαρίας Οἰκονόμου-Κοσμᾶκη bbox=[1175, 835, 1272, 843]
article-subhead: ΠΩΣ ΔΙΑΣΚΕΔΑΖΟΥΝ ΟΙ ΜΟΥΣΙΚΟΙ bbox=[283, 415, 476, 433]
paragraph: — Τώρα ; ἐξηκολούθησε νὰ σύρνομε ἕως ἐδῶ. bbox=[714, 546, 851, 556]
ad-pharmacy bbox=[1127, 594, 1320, 757]
ad-line-2: Ἀσφαλὴς καὶ ταχεῖα θεραπεία ἐν τῇ φαρμακεία τῆς ὁδοῦ bbox=[1154, 663, 1293, 670]
paragraph: Ἡ γνώμη μου εἶνε : «Ἐμπρὸς-Ἰδ-ω᾽ πλασχνῶ᾽τ᾽ Ἐπήνεγκαν ἑλίσιος πάστος !» bbox=[916, 218, 1108, 238]
article-headline-taxeidiou: ΤΑΞΕΙΔΙΟΥ bbox=[311, 383, 448, 411]
news-headline-prominyetai: ΠΩΣ ΠΡΟΜΗΝΥΕΤΑΙ bbox=[961, 264, 1063, 275]
epigraph-quote: «Nel non pensianamo forma più nobile d'eroe» bbox=[109, 466, 226, 474]
serial-chapter-number: ΙΖ΄. bbox=[789, 199, 814, 215]
paragraph: Οὐτοίαν ἀνάπαυσιν ἐλάμβανον ἐν τῆς καθη- μερινῆς ζωῆς, ἔχε καὶ τόσον ἐκλαμβῇ ἐν τούτοις δι᾽ ἀλτεῖς, ὅσον τὰ συντεθεῖμεθα μὲ τὰς Εὐρωπαϊκὰς ἰδίας μας ! bbox=[495, 968, 687, 997]
paragraph: Νὰ, προγνωρῶ : εἰ προσκοπικὰ καὶ πρὶν εἰνε πολὺ πυρίῳ μας διὰ τὸν πρώτων φρόνιμο. bbox=[916, 602, 1108, 622]
article-subhead: ΓΕΡΜΑΝΙΑΣ ΚΑΙ ΔΑΝΙΑΣ bbox=[495, 863, 687, 883]
paragraph: Ἡ δόσις-τοῦ Ἀφιερωνικοῦ συνεσπάθη— μου λέγεται μῆλον ὁ ἄπο δέξομεν. bbox=[71, 296, 264, 316]
paragraph: — Ἐμπρὸς λοιπὸν, ἀπεκρίθη ! bbox=[924, 571, 1012, 580]
bank-titles-body: Ἡ Τράπεζα δέχεται καταθέσεις χρεωγράφων πρὸς φύλαξιν ἐπὶ δικαιώματι 1|4 ο|ο κατ᾽ ἔτος, ἐλάχιστον δικαίωμα δρ. 2 κατ᾽ ἐξάμηνον. Ἐνεργεῖ ἐπίσης ἀγορὰς καὶ πωλήσεις χρεωγράφων δι᾽ λογαριασμὸν τῶν πελατῶν της. Ἐνεργεῖ δωρεὰν τὴν εἴσπραξιν τῶν τοκομεριδίων καὶ τῶν κληρωθέντων τίτλων. bbox=[1349, 1083, 1515, 1140]
column-1 bbox=[62, 150, 273, 2244]
paragraph: — Ἐγὼ σᾶς λέγω, νὰ κάμετε ἄλλοτε, ἔλεγε πιθανολογῶν. Καὶ ὁ κύριος καὶ ὁ βαρὼν λέγει καὶ ὁ ἔγκριτος τῶν ἀδικῶν. Διὰ τῶν ἑαυτοῦ ἔγραψεν εἰς τὸ τέρμα τῆς ζωῆς μας. Τὰ στόματα μου ἐνὰ κεφαλαῖα, ἡ ψυχὴ μου ὑπὸ διαβάσεων καὶ ἀδιαλλάκτου. bbox=[71, 257, 264, 295]
paragraph: Βλέπετε αὐτὴ ἐκεῖ τὸ φοινικοῦ ποῦ παρ- μένει-τὸ φαίνεται τοῦ φονεύθη ἄρχοντα, ὅτι τοῦ πάλαι λαστὰ καὶ λέγοντέμεν, ἀπὸ αὐτὸν τὸν δρόμον μπορεῖτε νὰ σεῖς κερβάσετε μέσα λοιπὸν. bbox=[706, 386, 897, 415]
ad-photography-studio bbox=[1127, 764, 1320, 858]
paragraph: Φαρμακερὴ, θὰ μοῦ δώσετε λόγον δι᾽ αὐ- τὴν ἀπὸ οὐ. κεφάλι σας. bbox=[916, 748, 1108, 767]
article-source: Unione, Ἰδιοκτ. Garibaldi. bbox=[346, 723, 413, 731]
ad-agrarian-strikes bbox=[1127, 296, 1320, 430]
bank-deposits-title: ΤΜΗΜΑ ΚΑΤΑΘΕΣΕΩΝ bbox=[1371, 875, 1493, 910]
paragraph: Λοιπὸν, νομίζω ὅτι ἡ εὐτυχία, ἡδύνατο νὰ ὁρισθῇ : ἡ ἀγάπης βαθειᾶς-ὑπὸ τοὺς ἰσοπῶν ἐνγάμεθα ἐν τῆς ζωῆς καὶ ἰδικῶν· τοῦ ἀνθρώ- που εἶνε τὸ δίκαιον ἀπολαμβάνομεν ἐν τῇ πραγματικότητι. Τοῦ- συστηρίσμος ἡ εὐτυχία εἶνε ἐπιπολιτέρα εἰς ἐπεῖθος τῶν ἄτομον τὰ ὅπαντα εἶνε κερασθέ- τερον-περισσυμβλέπει μὲ πρᾶος. Βεβαίως ὅτι τοὺς ἐκφοβήκεντα, οἱ ἄνθρωποι τῆς ἐποχῆς μας κόστισε πολὺ βάθους τοῦ τραυβρώσει διὰ νὰ τὸ ἀποχωρήσωμεν. bbox=[495, 279, 687, 355]
ad-title-4: ΕΠΙΤΥΧΙΑ 100 ΤΟΙΣ 100 bbox=[1163, 681, 1284, 691]
bank-rate-label: μετὰ 2 ἔτη bbox=[1349, 984, 1379, 993]
page-number: 6 bbox=[76, 96, 96, 115]
bank-rate-value: 4 0|0 bbox=[1501, 975, 1515, 984]
divider bbox=[71, 441, 264, 442]
bank-rate-label: μετὰ 6 μῆνας bbox=[1349, 966, 1387, 975]
bank-rate-row bbox=[1349, 976, 1515, 985]
column-container bbox=[62, 150, 1534, 2244]
paragraph: «Sonava intanto d' ogni parte un grido Liberta delle genti e gloria e pacel» ἔπεφε ἄλλο τὸ πνεῦμα καὶ μετεδόθη παρ᾽ αὐτοῦ, αὐτὸς εἰς τὴν Ἰταλίαν, τόσον βαθυνθεῖς· πρὸς δὲν ἐφάνη κατὰ τὸν φιλητήν. bbox=[283, 288, 476, 326]
paragraph: — Κύριοι: σᾶς παρακαλῶ σὰς, εἰπὲ ἐσὴν Σκαπέτα, σὰ-μπαλάς ἔχουν ἐξαίσιος ! bbox=[1127, 239, 1320, 259]
dateline: ΜΙΛΑΝΟΝ, 20 Ἰουνίου. bbox=[135, 446, 200, 454]
ad-body: Ἡ ἀγροτικὴ ἀπεργία ἐν τῷ διαμερίσματι τῆς Φεροῦσας ἐπεκτάθη μετὰ βιαιότητος. Αἱ πρὸς συνεννόησιν γενόμεναι προσπάθειαι ἀπέ- τυχον. Οἱ ἀπεργοὶ ἐνεργοῦσιν, ὥστε μηδεὶς νὰ ἐργάζεται εἰς τὰς παραχωρόμεν με ὀρισι- νὴν τῶν προκαλοῦντο· νὰ ἐπιπολὴ γνωρίζωσι νὰ ἐργάζωνται καὶ νὰ κηρυσσόμενα ἀλεύ- ρια ἐν τοῖς γεωργικοῖς συλλόγοις. bbox=[1135, 364, 1312, 421]
bank-rates-note: Αἱ εἰς χρυσὸν καταθέσεις εἰς ὄψιν τοκίζονται πρὸς 1 ο|ο. Δέχεται ἐπίσης καταθέσεις εἰς χρυσόν (cheque) λονδίνου καὶ εἰς δραχμὰς ἐπὶ τῷ τόκῳ 3 ο|ο εἰς τὸ ἐξωτερικὸν ἀνταποκριτὰς τῆς. Οἱ ὀφειλόμενοι τόκοι πληρώνονται καθ᾽ ἑξαμηνίαν κατὰ τὴν 1 Ἰανουαρίου καὶ ἀπὸ τῆς 1ης Ἰουλίου ἑκάστου ἔτους. bbox=[1349, 993, 1515, 1050]
paragraph: «Sonava intanto d' ogni parte un grido Liberta delle genti e gloria e pacel» ἔπεφε ἄλλο τὸ πνεῦμα καὶ μετεδόθη παρ᾽ αὐτοῦ, αὐτὸς εἰς τὴν Ἰταλίαν, τόσον βαθυνθεῖς· πρὸς δὲν ἐφάνη κατὰ τὸν φιλητήν. bbox=[283, 672, 476, 711]
continuation-note: (Ἀκολουθεῖ) bbox=[228, 347, 264, 357]
serial-continuation-note: (Συνέχεια ἐκ προηγουμένου) bbox=[766, 244, 837, 251]
quote-line: «Letting I dare wait upon I would» bbox=[291, 228, 393, 238]
paragraph: Ἔχει ἀριθὴς καὶ μεγαλωμένος Σκύθαις ἀφορμῶσι διὰ τὴν ἐκμυστήρευσιν. bbox=[916, 632, 1108, 652]
paragraph: Αρνητὶ αὐτοί, εἶπεν ὁ Φαρμακερ-μὲ εὐτρεπήτο. bbox=[924, 768, 1063, 778]
news-subhead: ΕΙΣ ΤΗΝ ΓΕΡΜΑΝΙΑΝ bbox=[916, 404, 1108, 427]
paragraph: Ἀπολήψῃς ὁ ἐξήγησεν τῆς Γαριβάλδειας ὁ Ἐλέγχους τῆς ἀναγράψῃς κατὰ τῶν Ἀλεξίων. Ἰταλο-γαλλικῆς ἱστορίας τὸ εἰς ἔργον τὸ Ἀγγλικὸν πρεσβυτέρων, τὸ ἀπὸ τῆς ἀνεπιλαμβάνοντος πολεμικός. bbox=[71, 698, 264, 736]
paragraph: μένου ὑπὲρ μιᾶς ἀπελευθέρας δημοκρατίας μέσῳ τῶν ἡμερῶν τῆς Βραζιλίας, εἶ- ναι βασικωτέραντος εἴτε ἀστρικῶτας πο- λιτῶν πρὸς τὸ κύριστα τοῦ Ἀτλαντικοῦ καὶ περιανοθελᾶν τὸν Ἐχίσην, ἐπείρουν τὰς ἐφημῶτας καὶ τὴν παραγωγὴν ἀντίθετα τοῦ κόσμου. bbox=[283, 861, 476, 899]
divider bbox=[495, 828, 687, 830]
news-headline-skandala: ΑΠΟΙΚΙΚΑ ΣΚΑΝΔΑΛΑ bbox=[944, 385, 1080, 398]
paragraph: Μετὰ τὴν ψηφοφορίαν τοῦ ἀποτελεστικοῦ τῆς ἀποφάσεως, ἡ Ἐλβετικῆς ἐκκλησίας σάν Δελίδιο Δαλμάτων καὶ γὰρ γραφὴ Νικηθέν, ἐν οἷς χώρας τοῦ Κολωνίας περὶ Καλλιμαχίας κατὰ διάκρισιν ἀπὸ τῶν Καλλικρατίδων εἰς δικαιολογηθῇ ἡ Ἑλλάδα. bbox=[916, 480, 1108, 519]
paragraph: Εἶτε δὲν τ᾽ ἐλησμόνει ἐκεῖνο ποὺ ἐγνώρισεν τὸν ἱστορούμενον εἶπε μᾶλλον ὅτι ἡ φροσκρέας αὐτοῦ παρήγγειλεν ἀποδειλίαν κέφροδόλον· ἡ Μπράμαν ἔφηκε ἀνακτῶν τὰς πλεύσεις του. bbox=[71, 749, 264, 778]
divider bbox=[916, 255, 1108, 257]
